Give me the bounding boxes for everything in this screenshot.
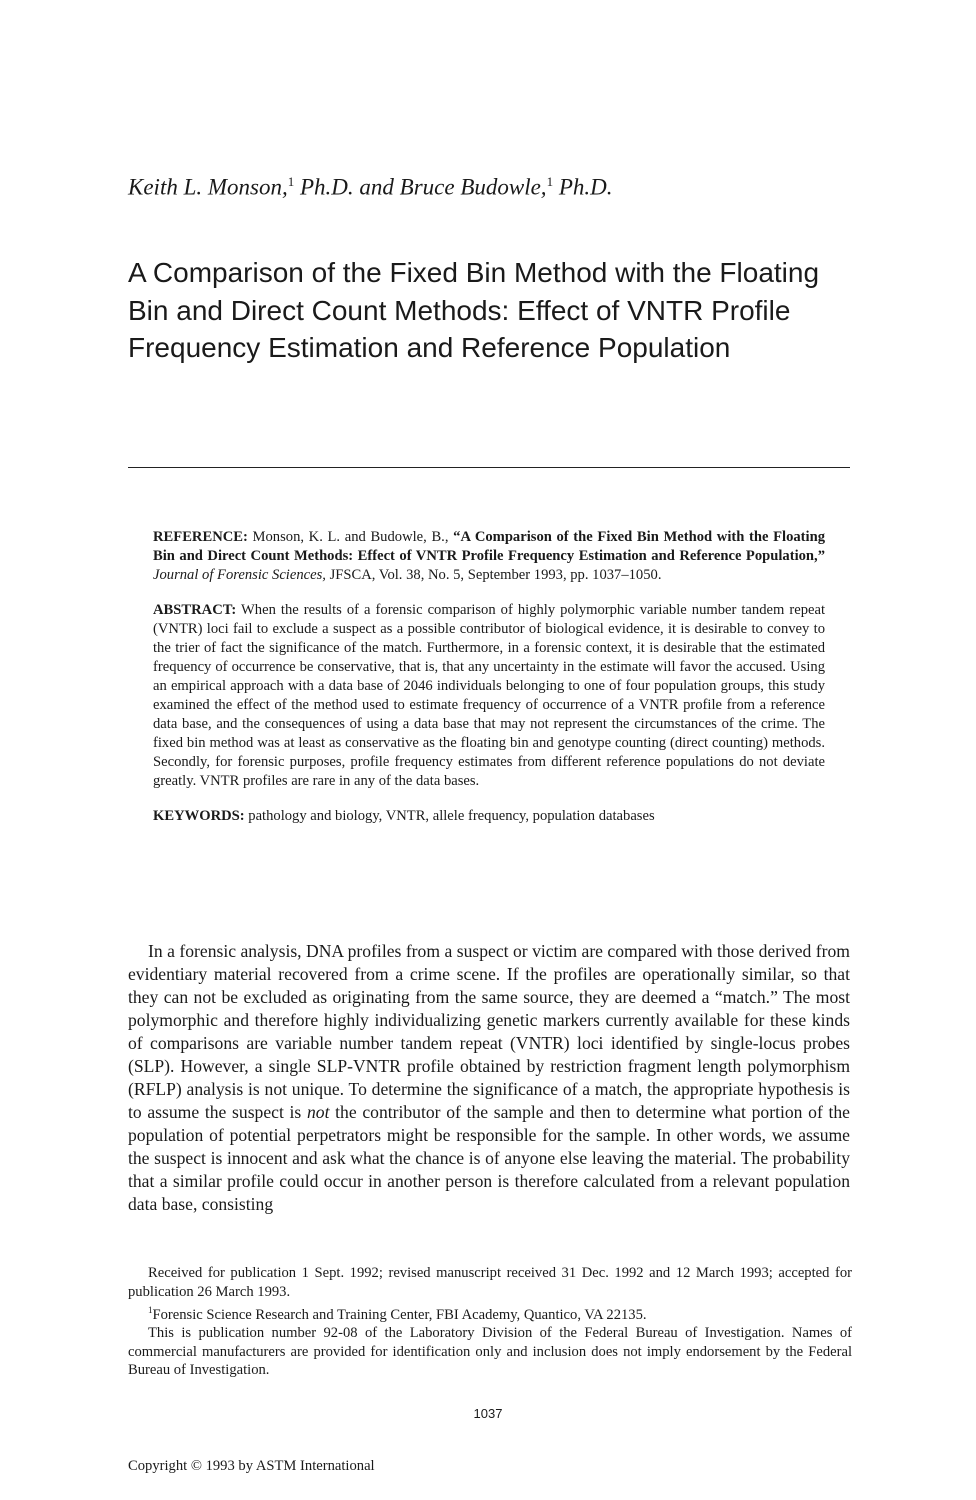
title-divider [128, 467, 850, 468]
front-matter [153, 528, 825, 842]
author-1-name: Keith L. Monson, [128, 174, 288, 200]
keywords-paragraph [153, 807, 825, 826]
affiliation-mark: 1 [148, 1305, 153, 1315]
reference-article-title: “A Comparison of the Fixed Bin Method with the Floating Bin and Direct Count Methods: Effect of VNTR Profile Frequency Estimation and Reference Population,” [153, 529, 825, 564]
author-2-degree: Ph.D. [558, 174, 613, 200]
paper-title: A Comparison of the Fixed Bin Method with the Floating Bin and Direct Count Methods: Effect of VNTR Profile Frequency Estimation and Reference Population [128, 257, 820, 363]
keywords-text: pathology and biology, VNTR, allele frequency, population databases [248, 808, 655, 824]
footnote-publication-note: This is publication number 92-08 of the Laboratory Division of the Federal Bureau of Investigation. Names of commercial manufacturers are provided for identification only and inclusion does not imply endorsement by the Federal Bureau of Investigation. [128, 1325, 852, 1379]
author-conjunction: and [359, 174, 394, 200]
abstract-text: When the results of a forensic comparison of highly polymorphic variable number tandem repeat (VNTR) loci fail to exclude a suspect as a possible contributor of biological evidence, it is desirable to convey to the trier of fact the significance of the match. Furthermore, in a forensic context, it is desirable that the estimated frequency of occurrence be conservative, that is, that any uncertainty in the estimate will favor the accused. Using an empirical approach with a data base of 2046 individuals belonging to one of four population groups, this study examined the effect of the method used to estimate frequency of occurrence of a VNTR profile from a reference data base, and the consequences of using a data base that may not represent the circumstances of the crime. The fixed bin method was at least as conservative as the floating bin and genotype counting (direct counting) methods. Secondly, for forensic purposes, profile frequency estimates from different reference populations do not deviate greatly. VNTR profiles are rare in any of the data bases. [153, 602, 825, 789]
footnotes [128, 1264, 852, 1380]
keywords-label: KEYWORDS: [153, 808, 245, 824]
page-number: 1037 [473, 1406, 503, 1421]
reference-authors: Monson, K. L. and Budowle, B., [252, 529, 449, 545]
affiliation-text: Forensic Science Research and Training Center, FBI Academy, Quantico, VA 22135. [152, 1306, 647, 1323]
footnote-received: Received for publication 1 Sept. 1992; revised manuscript received 31 Dec. 1992 and 12 March 1993; accepted for publication 26 March 1993. [128, 1265, 852, 1300]
body-emphasis: not [306, 1102, 330, 1122]
abstract-paragraph [153, 601, 825, 791]
author-2-name: Bruce Budowle, [399, 174, 547, 200]
body-text-after: the contributor of the sample and then to determine what portion of the population of potential perpetrators might be responsible for the sample. In other words, we assume the suspect is innocent and ask what the chance is of anyone else leaving the material. The probability that a similar profile could occur in another person is therefore calculated from a relevant population data base, consisting [128, 1102, 850, 1214]
author-1-footnote-mark: 1 [287, 174, 295, 189]
reference-citation: JFSCA, Vol. 38, No. 5, September 1993, pp. 1037–1050. [329, 567, 662, 583]
reference-paragraph [153, 528, 825, 585]
copyright-notice: Copyright © 1993 by ASTM International [128, 1458, 375, 1474]
abstract-label: ABSTRACT: [153, 602, 237, 618]
reference-journal: Journal of Forensic Sciences, [153, 567, 326, 583]
author-1-degree: Ph.D. [299, 174, 354, 200]
reference-label: REFERENCE: [153, 529, 248, 545]
author-line [128, 168, 848, 202]
footnote-affiliation [128, 1301, 852, 1324]
body-text-before: In a forensic analysis, DNA profiles from a suspect or victim are compared with those derived from evidentiary material recovered from a crime scene. If the profiles are operationally similar, so that they can not be excluded as originating from the same source, they are deemed a “match.” The most polymorphic and therefore highly individualizing genetic markers currently available for these kinds of comparisons are variable number tandem repeat (VNTR) loci identified by single-locus probes (SLP). However, a single SLP-VNTR profile obtained by restriction fragment length polymorphism (RFLP) analysis is not unique. To determine the significance of a match, the appropriate hypothesis is to assume the suspect is [128, 941, 850, 1122]
body-paragraph [128, 940, 850, 1216]
author-2-footnote-mark: 1 [546, 174, 554, 189]
